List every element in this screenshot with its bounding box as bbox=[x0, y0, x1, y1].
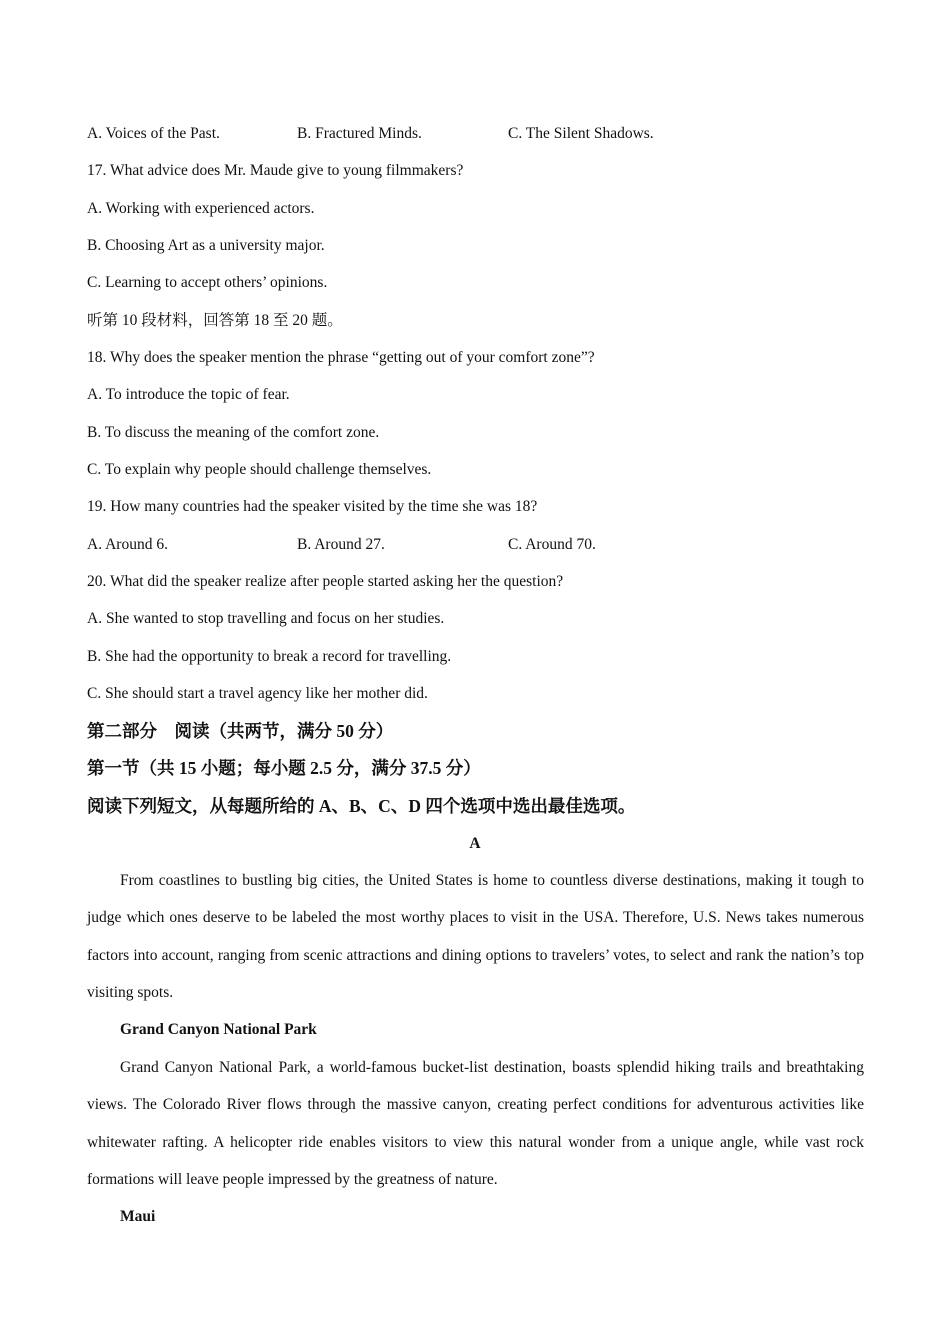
section1-title: 第一节（共 15 小题；每小题 2.5 分，满分 37.5 分） bbox=[87, 758, 481, 778]
q20-option-b: B. She had the opportunity to break a record for travelling. bbox=[87, 648, 452, 665]
grand-canyon-paragraph: Grand Canyon National Park, a world-famous bucket-list destination, boasts splendid hiking trails and breathtaking views. The Colorado River flows through the massive canyon, creating perfect conditions for adventurous activities like whitewater rafting. A helicopter ride enables visitors to view this natural wonder from a unique angle, while vast rock formations will leave people impressed by the greatness of nature. bbox=[87, 1059, 864, 1189]
q17-option-b: B. Choosing Art as a university major. bbox=[87, 237, 325, 254]
intro-paragraph: From coastlines to bustling big cities, the United States is home to countless diverse destinations, making it tough to judge which ones deserve to be labeled the most worthy places to visit in the USA. Therefore, U.S. News takes numerous factors into account, ranging from scenic attractions and dining options to travelers’ votes, to select and rank the nation’s top visiting spots. bbox=[87, 872, 864, 1002]
q16-option-c: C. The Silent Shadows. bbox=[508, 125, 654, 142]
reading-instruction: 阅读下列短文，从每题所给的 A、B、C、D 四个选项中选出最佳选项。 bbox=[87, 796, 636, 816]
q18-option-b: B. To discuss the meaning of the comfort zone. bbox=[87, 424, 380, 441]
q18-question: 18. Why does the speaker mention the phrase “getting out of your comfort zone”? bbox=[87, 349, 595, 366]
q19-option-a: A. Around 6. bbox=[87, 536, 168, 553]
q16-option-a: A. Voices of the Past. bbox=[87, 125, 220, 142]
q18-option-a: A. To introduce the topic of fear. bbox=[87, 386, 290, 403]
q20-option-a: A. She wanted to stop travelling and focus on her studies. bbox=[87, 610, 445, 627]
grand-canyon-heading: Grand Canyon National Park bbox=[120, 1021, 317, 1038]
section10-instruction: 听第 10 段材料，回答第 18 至 20 题。 bbox=[87, 312, 343, 329]
q17-option-a: A. Working with experienced actors. bbox=[87, 200, 315, 217]
part2-title: 第二部分 阅读（共两节，满分 50 分） bbox=[87, 721, 394, 741]
q20-question: 20. What did the speaker realize after people started asking her the question? bbox=[87, 573, 564, 590]
maui-heading: Maui bbox=[120, 1208, 156, 1225]
q19-question: 19. How many countries had the speaker visited by the time she was 18? bbox=[87, 498, 538, 515]
q17-option-c: C. Learning to accept others’ opinions. bbox=[87, 274, 328, 291]
q17-question: 17. What advice does Mr. Maude give to young filmmakers? bbox=[87, 162, 464, 179]
q16-option-b: B. Fractured Minds. bbox=[297, 125, 422, 142]
q18-option-c: C. To explain why people should challenge themselves. bbox=[87, 461, 432, 478]
q20-option-c: C. She should start a travel agency like her mother did. bbox=[87, 685, 428, 702]
passage-label: A bbox=[469, 835, 481, 852]
q19-option-c: C. Around 70. bbox=[508, 536, 596, 553]
q19-option-b: B. Around 27. bbox=[297, 536, 385, 553]
